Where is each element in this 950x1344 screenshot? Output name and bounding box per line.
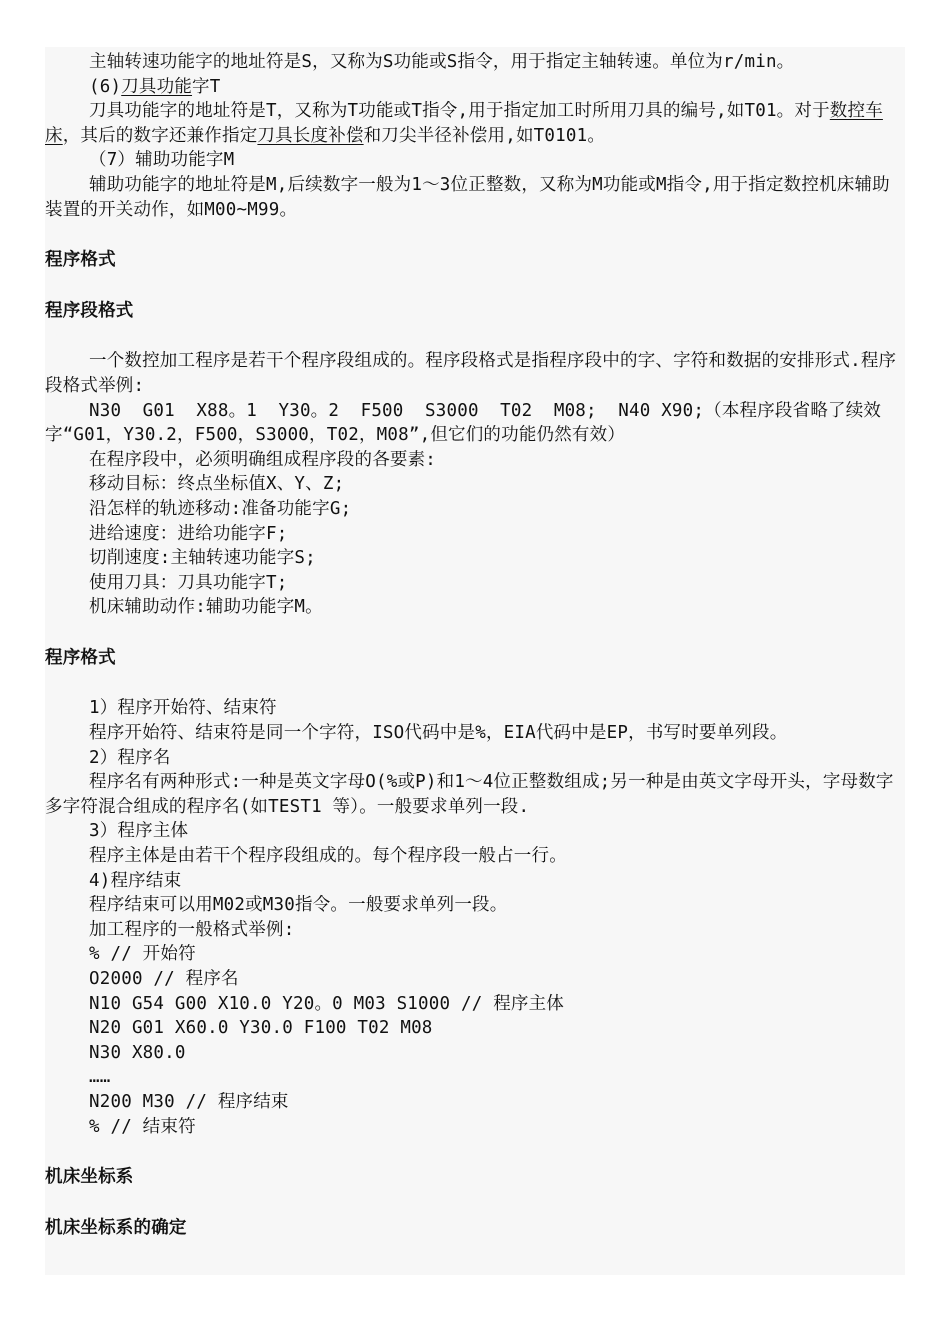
tool-para-text-3: 和刀尖半径补偿用,如T0101。 <box>363 125 606 146</box>
tool-length-compensation-link[interactable]: 刀具长度补偿 <box>257 125 364 146</box>
item-1-body: 程序开始符、结束符是同一个字符，ISO代码中是%，EIA代码中是EP，书写时要单列段。 <box>89 723 788 744</box>
tool-para-text-1: 刀具功能字的地址符是T，又称为T功能或T指令,用于指定加工时所用刀具的编号,如T01。对于 <box>89 101 830 122</box>
block-format-paragraph-1: 一个数控加工程序是若干个程序段组成的。程序段格式是指程序段中的字、字符和数据的安排形式.程序段格式举例: <box>45 351 897 396</box>
elements-intro: 在程序段中，必须明确组成程序段的各要素: <box>89 449 437 470</box>
section-heading-machine-coordinate-determination: 机床坐标系的确定 <box>45 1217 187 1238</box>
item-1-title: 1）程序开始符、结束符 <box>89 698 277 719</box>
item-4-title: 4)程序结束 <box>89 870 182 891</box>
code-line: % // 开始符 <box>89 944 196 965</box>
element-item: 机床辅助动作:辅助功能字M。 <box>89 597 323 618</box>
tool-para-text-2: ，其后的数字还兼作指定 <box>62 125 258 146</box>
code-line: …… <box>89 1067 111 1088</box>
spindle-paragraph: 主轴转速功能字的地址符是S，又称为S功能或S指令，用于指定主轴转速。单位为r/min。 <box>89 52 795 72</box>
section-heading-program-format-2: 程序格式 <box>45 647 116 668</box>
item-2-body: 程序名有两种形式:一种是英文字母O(%或P)和1～4位正整数组成;另一种是由英文字母开头，字母数字多字符混合组成的程序名(如TEST1 等）。一般要求单列一段. <box>45 772 894 817</box>
code-line: O2000 // 程序名 <box>89 969 239 989</box>
element-item: 沿怎样的轨迹移动:准备功能字G; <box>89 498 352 519</box>
element-item: 进给速度：进给功能字F; <box>89 523 288 544</box>
document-content <box>45 50 903 1240</box>
example-intro: 加工程序的一般格式举例: <box>89 919 295 940</box>
tool-heading-suffix: 字T <box>192 76 221 97</box>
item-4-body: 程序结束可以用M02或M30指令。一般要求单列一段。 <box>89 895 508 916</box>
section-heading-block-format: 程序段格式 <box>45 300 134 321</box>
section-heading-machine-coordinate: 机床坐标系 <box>45 1167 134 1188</box>
tool-heading-prefix: (6) <box>89 76 122 97</box>
aux-function-paragraph: 辅助功能字的地址符是M,后续数字一般为1～3位正整数，又称为M功能或M指令,用于指定数控机床辅助装置的开关动作，如M00~M99。 <box>45 174 890 220</box>
item-3-title: 3）程序主体 <box>89 821 189 842</box>
code-line: % // 结束符 <box>89 1116 196 1137</box>
block-format-paragraph-2: N30 G01 X88。1 Y30。2 F500 S3000 T02 M08; N40 X90;（本程序段省略了续效字“G01，Y30.2，F500，S3000，T02，M08”,但它们的功能仍然有效） <box>45 400 882 446</box>
aux-function-heading: （7）辅助功能字M <box>89 150 235 171</box>
tool-function-heading <box>45 75 903 100</box>
tool-function-link[interactable]: 刀具功能 <box>121 76 193 97</box>
element-item: 切削速度:主轴转速功能字S; <box>89 548 316 569</box>
element-item: 使用刀具：刀具功能字T; <box>89 572 288 593</box>
tool-function-paragraph <box>45 99 903 148</box>
code-line: N200 M30 // 程序结束 <box>89 1091 289 1112</box>
cnc-lathe-link[interactable]: 数控车床 <box>45 101 883 146</box>
item-2-title: 2）程序名 <box>89 747 171 768</box>
code-line: N30 X80.0 <box>89 1042 186 1063</box>
code-line: N20 G01 X60.0 Y30.0 F100 T02 M08 <box>89 1018 433 1039</box>
code-line: N10 G54 G00 X10.0 Y20。0 M03 S1000 // 程序主体 <box>89 993 564 1014</box>
item-3-body: 程序主体是由若干个程序段组成的。每个程序段一般占一行。 <box>89 846 567 867</box>
section-heading-program-format: 程序格式 <box>45 250 116 271</box>
element-item: 移动目标：终点坐标值X、Y、Z; <box>89 474 345 495</box>
